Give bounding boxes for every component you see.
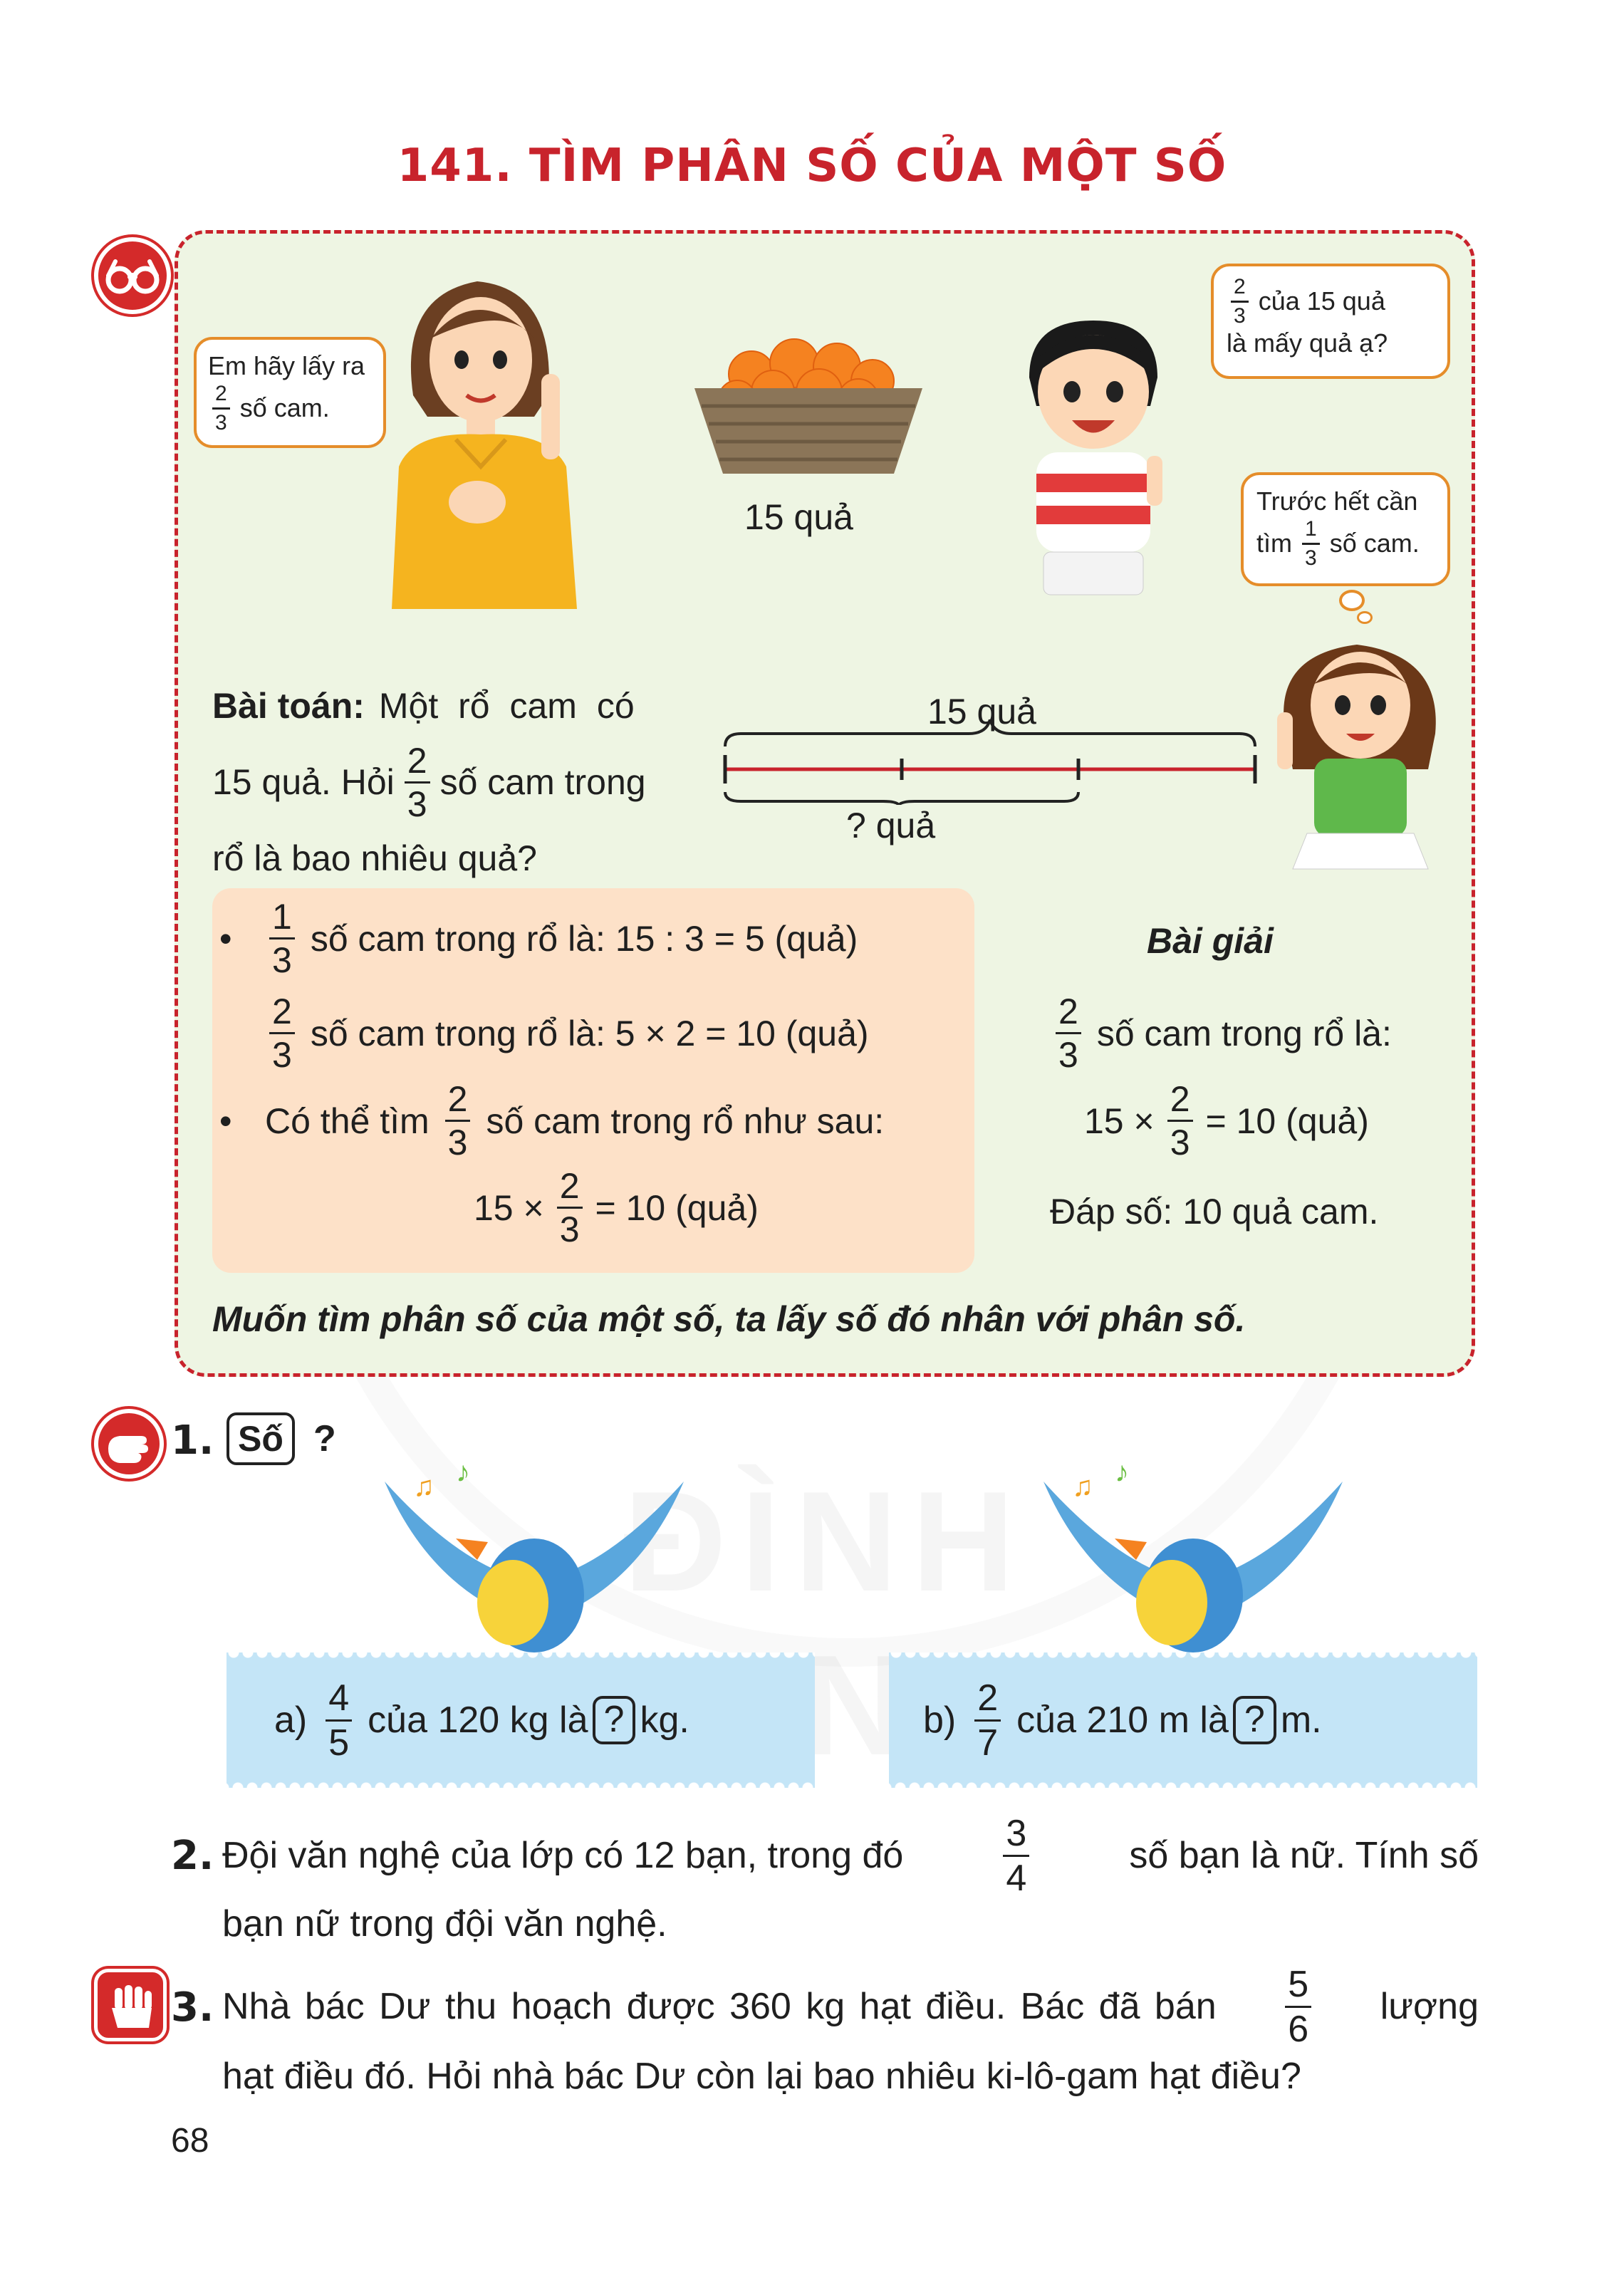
exercise-2-text2: số bạn là nữ. Tính số <box>1129 1835 1479 1876</box>
exercise-3-line1 <box>222 1960 1479 2053</box>
girl-bubble-line1: Trước hết cần <box>1256 486 1418 516</box>
step-4-text2: = 10 (quả) <box>595 1187 759 1228</box>
solution-heading: Bài giải <box>1147 921 1274 961</box>
problem-statement <box>212 670 704 895</box>
diagram-top-label: 15 quả <box>927 692 1036 732</box>
basket-label: 15 quả <box>744 497 853 537</box>
boy-bubble-line1: của 15 quả <box>1258 286 1385 316</box>
solution-line-1-text: số cam trong rổ là: <box>1096 1013 1392 1053</box>
boy-speech-bubble <box>1211 264 1450 379</box>
exercise-3-line2: hạt điều đó. Hỏi nhà bác Dư còn lại bao nhiêu ki-lô-gam hạt điều? <box>222 2056 1301 2097</box>
fraction: $\frac{2}{3}$ <box>1231 276 1249 327</box>
step-3-text1: Có thể tìm <box>265 1100 430 1141</box>
fraction: $\frac{2}{3}$ <box>1056 994 1081 1073</box>
exercise-1a <box>274 1677 689 1763</box>
step-3 <box>219 1081 884 1160</box>
teacher-bubble-line1: Em hãy lấy ra <box>208 351 365 380</box>
fraction: $\frac{2}{3}$ <box>1167 1081 1193 1160</box>
step-4 <box>474 1168 759 1247</box>
segment-diagram <box>712 719 1268 805</box>
exercise-1b-answer-box[interactable]: ? <box>1233 1696 1276 1744</box>
exercise-1-label-box <box>227 1412 295 1465</box>
orange-basket-image <box>680 324 937 481</box>
fraction: $\frac{2}{7}$ <box>974 1680 1001 1761</box>
boy-bubble-line2: là mấy quả ạ? <box>1227 328 1388 358</box>
thought-dot <box>1357 611 1373 624</box>
step-2 <box>265 991 869 1075</box>
girl-thought-bubble <box>1241 472 1450 586</box>
girl-bubble-line2: tìm <box>1256 528 1292 558</box>
step-2-text: số cam trong rổ là: 5 × 2 = 10 (quả) <box>310 1013 869 1053</box>
exercise-1b <box>923 1677 1322 1763</box>
fraction: $\frac{2}{3}$ <box>557 1168 583 1247</box>
fraction: $\frac{2}{3}$ <box>269 994 295 1073</box>
problem-line2a: 15 quả. Hỏi <box>212 762 395 802</box>
bird-illustration <box>370 1453 698 1667</box>
exercise-2-line2: bạn nữ trong đội văn nghệ. <box>222 1903 667 1945</box>
rule-text: Muốn tìm phân số của một số, ta lấy số đó nhân với phân số. <box>212 1299 1246 1339</box>
fist-icon <box>94 1969 167 2041</box>
problem-label: Bài toán: <box>212 686 365 726</box>
thought-dot <box>1339 590 1365 611</box>
svg-text:♪: ♪ <box>456 1457 470 1488</box>
problem-line3: rổ là bao nhiêu quả? <box>212 838 537 878</box>
problem-line1: Một rổ cam có <box>378 686 635 726</box>
solution-answer: Đáp số: 10 quả cam. <box>1050 1192 1379 1232</box>
exercise-3-text1: Nhà bác Dư thu hoạch được 360 kg hạt điều. Bác đã bán <box>222 1986 1217 2027</box>
solution-line-1 <box>1051 991 1392 1075</box>
exercise-1-label: Số <box>238 1419 283 1459</box>
exercise-1-qmark: ? <box>313 1418 336 1459</box>
fraction: $\frac{3}{4}$ <box>1003 1815 1029 1897</box>
exercise-2-number: 2. <box>171 1833 214 1879</box>
solution-line-2-text2: = 10 (quả) <box>1205 1100 1369 1141</box>
bullet: • <box>219 1100 232 1141</box>
svg-text:♫: ♫ <box>1072 1471 1093 1502</box>
teacher-speech-bubble <box>194 337 386 448</box>
teacher-bubble-line2: số cam. <box>239 392 330 422</box>
problem-line2b: số cam trong <box>439 762 646 802</box>
exercise-1a-prefix: a) <box>274 1699 308 1741</box>
exercise-1b-prefix: b) <box>923 1699 957 1741</box>
page-title: 141. TÌM PHÂN SỐ CỦA MỘT SỐ <box>397 140 1227 192</box>
bird-illustration <box>1029 1453 1357 1667</box>
fraction: $\frac{5}{6}$ <box>1285 1966 1311 2048</box>
exercise-3-number: 3. <box>171 1984 214 2031</box>
exercise-3-text2: lượng <box>1380 1986 1479 2027</box>
exercise-2-line1 <box>222 1809 1479 1902</box>
girl-bubble-line3: số cam. <box>1329 528 1420 558</box>
exercise-1b-text1: của 210 m là <box>1016 1699 1229 1741</box>
step-1 <box>219 899 858 978</box>
exercise-1a-answer-box[interactable]: ? <box>593 1696 636 1744</box>
fraction: $\frac{2}{3}$ <box>405 743 430 822</box>
fraction: $\frac{2}{3}$ <box>212 383 230 434</box>
fraction: $\frac{2}{3}$ <box>445 1081 471 1160</box>
step-3-text2: số cam trong rổ như sau: <box>486 1100 885 1141</box>
svg-text:♫: ♫ <box>413 1471 434 1502</box>
solution-line-2-text1: 15 × <box>1084 1100 1155 1141</box>
fraction: $\frac{4}{5}$ <box>326 1680 352 1761</box>
fraction: $\frac{1}{3}$ <box>269 899 295 978</box>
fraction: $\frac{1}{3}$ <box>1302 519 1320 569</box>
exercise-1a-text2: kg. <box>640 1699 689 1741</box>
bullet: • <box>219 918 232 959</box>
teacher-illustration <box>370 253 598 609</box>
step-4-text1: 15 × <box>474 1187 544 1228</box>
diagram-bottom-label: ? quả <box>846 806 936 845</box>
exercise-2-text1: Đội văn nghệ của lớp có 12 bạn, trong đó <box>222 1835 904 1876</box>
exercise-1-number: 1. <box>171 1417 214 1464</box>
svg-text:♪: ♪ <box>1115 1457 1129 1488</box>
step-1-text: số cam trong rổ là: 15 : 3 = 5 (quả) <box>310 918 858 959</box>
solution-line-2 <box>1084 1081 1369 1160</box>
pointing-hand-icon <box>94 1409 164 1479</box>
boy-illustration <box>1001 313 1186 613</box>
glasses-icon <box>94 237 171 314</box>
girl-illustration <box>1264 627 1457 883</box>
page-number: 68 <box>171 2122 209 2160</box>
exercise-1a-text1: của 120 kg là <box>368 1699 588 1741</box>
exercise-1b-text2: m. <box>1280 1699 1322 1741</box>
